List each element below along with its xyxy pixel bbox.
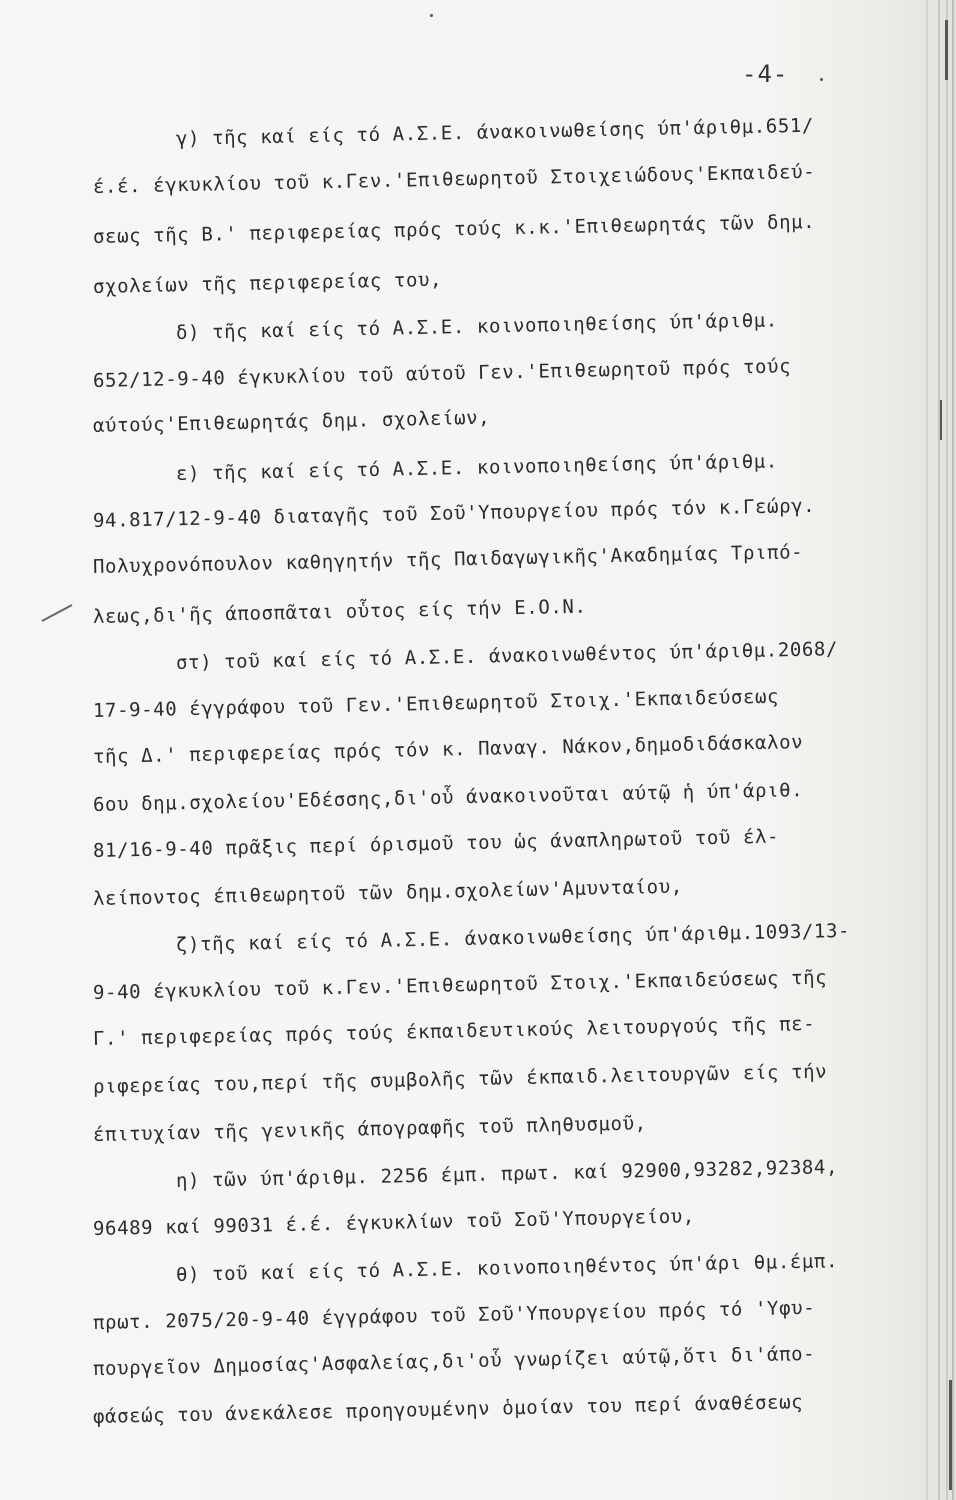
text-line: λείποντος έπιθεωρητοῦ τῶν δημ.σχολείων'Αμυνταίου, [92,875,684,910]
text-line: αύτούς'Επιθεωρητάς δημ. σχολείων, [92,406,491,437]
text-line: ζ)τῆς καί είς τό Α.Σ.Ε. άνακοινωθείσης ύπ'άριθμ.1093/13- [175,919,851,956]
scan-edge-mark [945,20,948,80]
text-line: 17-9-40 έγγράφου τοῦ Γεν.'Επιθεωρητοῦ Στοιχ.'Εκπαιδεύσεως [92,685,780,722]
text-line: γ) τῆς καί είς τό Α.Σ.Ε. άνακοινωθείσης ύπ'άριθμ.651/ [175,114,815,150]
text-line: έπιτυχίαν τῆς γενικῆς άπογραφῆς τοῦ πληθυσμοῦ, [92,1112,647,1146]
text-line: 94.817/12-9-40 διαταγῆς τοῦ Σοῦ'Υπουργείου πρός τόν κ.Γεώργ. [92,494,816,532]
page-number: -4- [742,60,789,88]
text-line: πουργεῖον Δημοσίας'Ασφαλείας,δι'οὗ γνωρίζει αύτῷ,ὅτι δι'άπο- [92,1342,816,1380]
scan-edge-mark [949,1380,952,1490]
text-line: τῆς Δ.' περιφερείας πρός τόν κ. Παναγ. Νάκον,δημοδιδάσκαλον [92,731,804,768]
margin-dot [430,14,433,17]
margin-dot [820,78,823,81]
text-line: 9-40 έγκυκλίου τοῦ κ.Γεν.'Επιθεωρητοῦ Στοιχ.'Εκπαιδεύσεως τῆς [92,966,828,1004]
text-line: φάσεώς του άνεκάλεσε προηγουμένην ὁμοίαν του περί άναθέσεως [92,1391,804,1428]
text-line: Πολυχρονόπουλον καθηγητήν τῆς Παιδαγωγικῆς'Ακαδημίας Τριπό- [92,541,804,578]
text-line: Γ.' περιφερείας πρός τούς έκπαιδευτικούς λειτουργούς τῆς πε- [92,1012,816,1050]
text-line: 652/12-9-40 έγκυκλίου τοῦ αύτοῦ Γεν.'Επιθεωρητοῦ πρός τούς [92,355,792,392]
text-line: έ.έ. έγκυκλίου τοῦ κ.Γεν.'Επιθεωρητοῦ Στοιχειώδους'Εκπαιδεύ- [92,160,816,198]
text-line: ε) τῆς καί είς τό Α.Σ.Ε. κοινοποιηθείσης ύπ'άριθμ. [175,450,779,485]
text-line: λεως,δι'ῆς άποσπᾶται οὗτος είς τήν Ε.Ο.Ν. [92,595,587,628]
text-line: 81/16-9-40 πρᾶξις περί όρισμοῦ του ὡς άναπληρωτοῦ τοῦ έλ- [92,825,780,862]
text-line: 96489 καί 99031 έ.έ. έγκυκλίων τοῦ Σοῦ'Υπουργείου, [92,1205,696,1240]
text-line: πρωτ. 2075/20-9-40 έγγράφου τοῦ Σοῦ'Υπουργείου πρός τό 'Υφυ- [92,1296,816,1334]
margin-mark [42,604,73,622]
scan-edge-mark [940,400,942,440]
text-line: θ) τοῦ καί είς τό Α.Σ.Ε. κοινοποιηθέντος ύπ'άρι θμ.έμπ. [175,1250,839,1286]
text-line: 6ου δημ.σχολείου'Εδέσσης,δι'οὗ άνακοινοῦται αύτῷ ἡ ύπ'άριθ. [92,779,804,816]
text-line: ριφερείας του,περί τῆς συμβολῆς τῶν έκπαιδ.λειτουργῶν είς τήν [92,1060,828,1098]
scan-edge [916,0,956,1500]
text-line: σχολείων τῆς περιφερείας του, [92,268,443,298]
text-line: η) τῶν ύπ'άριθμ. 2256 έμπ. πρωτ. καί 92900,93282,92384, [175,1156,839,1192]
text-line: δ) τῆς καί είς τό Α.Σ.Ε. κοινοποιηθείσης ύπ'άριθμ. [175,309,779,344]
text-line: σεως τῆς Β.' περιφερείας πρός τούς κ.κ.'Επιθεωρητάς τῶν δημ. [92,210,816,248]
text-line: στ) τοῦ καί είς τό Α.Σ.Ε. άνακοινωθέντος ύπ'άριθμ.2068/ [175,638,839,674]
